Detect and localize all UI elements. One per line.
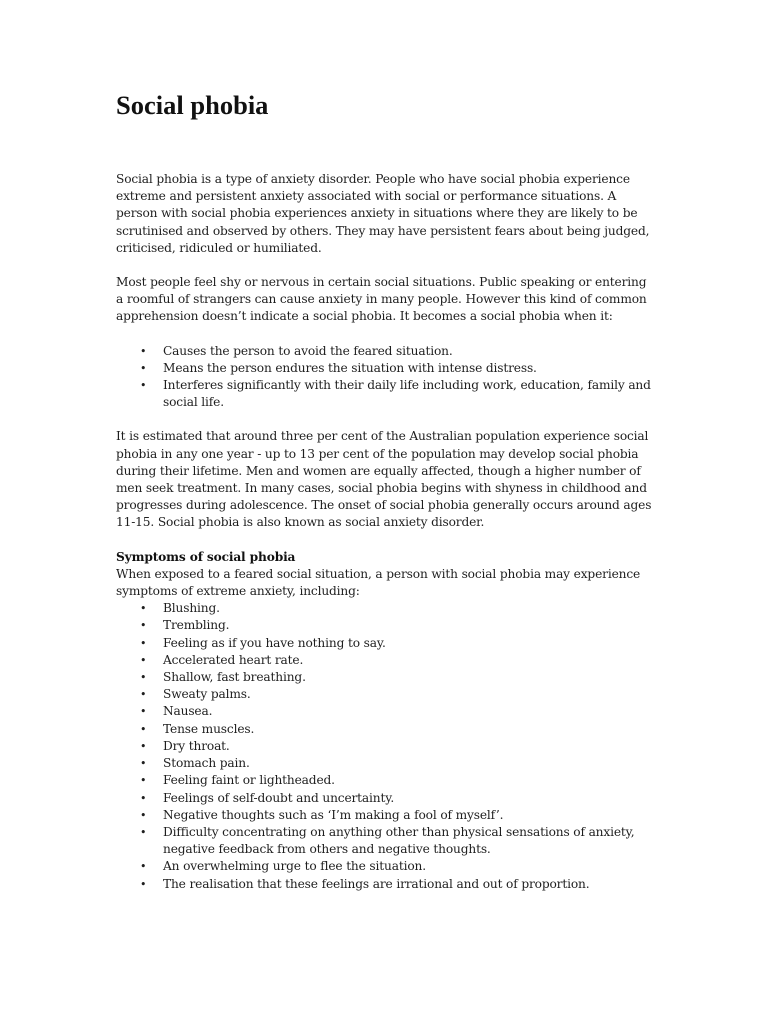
list-item: • Nausea. <box>116 703 656 720</box>
intro-paragraph: Social phobia is a type of anxiety disorder. People who have social phobia experience extreme and persistent anxiety associated with social or performance situations. A person with social phobia experiences anxiety in situations where they are likely to be scrutinised and observed by others. They may have persistent fears about being judged, criticised, ridiculed or humiliated. <box>116 172 650 255</box>
list-item: • Dry throat. <box>116 738 656 755</box>
list-item: • Stomach pain. <box>116 755 656 772</box>
list-item: • Accelerated heart rate. <box>116 652 656 669</box>
symptoms-intro-paragraph: When exposed to a feared social situation, a person with social phobia may experience symptoms of extreme anxiety, including: <box>116 566 641 599</box>
list-item: • Negative thoughts such as ‘I’m making a fool of myself’. <box>116 807 656 824</box>
list-item: • An overwhelming urge to flee the situation. <box>116 858 656 875</box>
list-item: • Difficulty concentrating on anything other than physical sensations of anxiety, negative feedback from others and negative thoughts. <box>116 824 656 858</box>
list-item: • Shallow, fast breathing. <box>116 669 656 686</box>
list-item: • Feeling faint or lightheaded. <box>116 772 656 789</box>
list-item: • Interferes significantly with their daily life including work, education, family and social life. <box>116 377 656 411</box>
criteria-list <box>116 343 656 412</box>
list-item: • The realisation that these feelings are irrational and out of proportion. <box>116 876 656 893</box>
list-item: • Feeling as if you have nothing to say. <box>116 635 656 652</box>
symptoms-list <box>116 600 656 892</box>
list-item: • Blushing. <box>116 600 656 617</box>
paragraph-gap <box>116 411 656 428</box>
paragraph-gap <box>116 326 656 343</box>
list-item: • Tense muscles. <box>116 721 656 738</box>
list-item: • Sweaty palms. <box>116 686 656 703</box>
paragraph-gap <box>116 532 656 549</box>
list-item: • Means the person endures the situation with intense distress. <box>116 360 656 377</box>
document-body <box>116 171 656 893</box>
list-item: • Causes the person to avoid the feared situation. <box>116 343 656 360</box>
list-item: • Trembling. <box>116 617 656 634</box>
criteria-intro-paragraph: Most people feel shy or nervous in certain social situations. Public speaking or entering a roomful of strangers can cause anxiety in many people. However this kind of common apprehension doesn’t indicate a social phobia. It becomes a social phobia when it: <box>116 275 647 324</box>
list-item: • Feelings of self-doubt and uncertainty. <box>116 790 656 807</box>
prevalence-paragraph: It is estimated that around three per cent of the Australian population experience social phobia in any one year - up to 13 per cent of the population may develop social phobia during their lifetime. Men and women are equally affected, though a higher number of men seek treatment. In many cases, social phobia begins with shyness in childhood and progresses during adolescence. The onset of social phobia generally occurs around ages 11-15. Social phobia is also known as social anxiety disorder. <box>116 429 652 530</box>
paragraph-gap <box>116 257 656 274</box>
page-title: Social phobia <box>116 90 269 120</box>
symptoms-heading: Symptoms of social phobia <box>116 549 296 564</box>
